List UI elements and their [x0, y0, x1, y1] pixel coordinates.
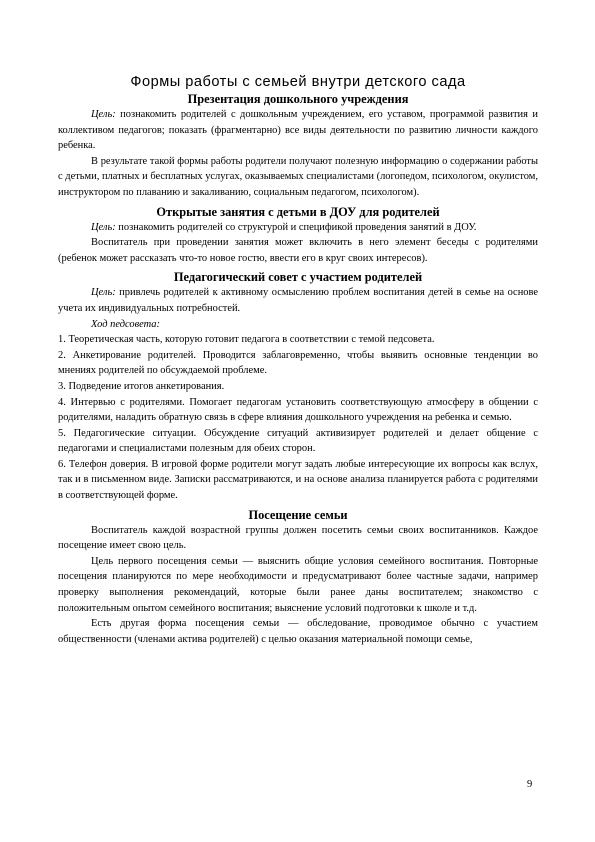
body-paragraph: В результате такой формы работы родители получают полезную информацию о содержании работы с детьми, платных и бесплатных услугах, оказываемых специалистами (логопедом, психологом, окулистом, инструктором по плаванию и закаливанию, социальным педагогом, психологом). [58, 155, 538, 198]
document-title: Формы работы с семьей внутри детского сада [130, 74, 466, 90]
document-page [58, 74, 538, 647]
goal-label: Цель: [91, 287, 116, 299]
body-paragraph: Воспитатель при проведении занятия может включить в него элемент беседы с родителями (ребенок может рассказать что-то новое гостю, ввести его в круг своих интересов). [58, 237, 538, 264]
goal-paragraph [58, 285, 538, 316]
goal-text: познакомить родителей со структурой и спецификой проведения занятий в ДОУ. [115, 221, 477, 233]
list-item: 2. Анкетирование родителей. Проводится заблаговременно, чтобы выявить основные тенденции во мнениях родителей по обсуждаемой проблеме. [58, 349, 538, 377]
list-item: 3. Подведение итогов анкетирования. [58, 380, 225, 392]
section-open-lessons [58, 204, 538, 267]
section-ped-council [58, 269, 538, 503]
goal-paragraph [58, 107, 538, 154]
section-heading: Открытые занятия с детьми в ДОУ для родителей [156, 204, 440, 219]
body-paragraph: Есть другая форма посещения семьи — обследование, проводимое обычно с участием общественности (членами актива родителей) с целью оказания материальной помощи семье, [58, 618, 538, 645]
goal-paragraph [58, 220, 538, 236]
section-presentation [58, 91, 538, 201]
goal-label: Цель: [91, 221, 116, 233]
list-item: 5. Педагогические ситуации. Обсуждение ситуаций активизирует родителей и делает общение с педагогами и специалистами полезным для обеих сторон. [58, 427, 538, 455]
list-item: 4. Интервью с родителями. Помогает педагогам установить соответствующую атмосферу в общении с родителями, наладить обратную связь в сфере влияния дошкольного учреждения на ребенка и семью. [58, 396, 538, 424]
body-paragraph: Цель первого посещения семьи — выяснить общие условия семейного воспитания. Повторные посещения планируются по мере необходимости и предусматривают более частные задачи, например проверку выполнения рекомендаций, которые были ранее даны воспитателем; знакомство с положительным опытом семейного воспитания; выяснение условий подготовки к школе и т.д. [58, 555, 538, 614]
section-heading: Презентация дошкольного учреждения [187, 92, 409, 106]
list-item: 6. Телефон доверия. В игровой форме родители могут задать любые интересующие их вопросы как вслух, так и в письменном виде. Записки рассматриваются, и на основе анализа планируется работа с родителями в соответствующей форме. [58, 458, 538, 502]
goal-label: Цель: [91, 109, 116, 120]
body-paragraph: Воспитатель каждой возрастной группы должен посетить семьи своих воспитанников. Каждое посещение имеет свою цель. [58, 524, 538, 552]
course-label: Ход педсовета: [91, 318, 160, 330]
goal-text: привлечь родителей к активному осмыслению проблем воспитания детей в семье на основе учета их индивидуальных потребностей. [58, 287, 538, 314]
section-family-visit [58, 507, 538, 648]
page-number: 9 [527, 779, 533, 790]
list-item: 1. Теоретическая часть, которую готовит педагога в соответствии с темой педсовета. [58, 334, 435, 346]
goal-text: познакомить родителей с дошкольным учреждением, его уставом, программой развития и коллективом педагогов; показать (фрагментарно) все виды деятельности по развитию личности каждого ребенка. [58, 109, 538, 152]
section-heading: Посещение семьи [248, 507, 348, 522]
section-heading: Педагогический совет с участием родителей [173, 270, 423, 285]
